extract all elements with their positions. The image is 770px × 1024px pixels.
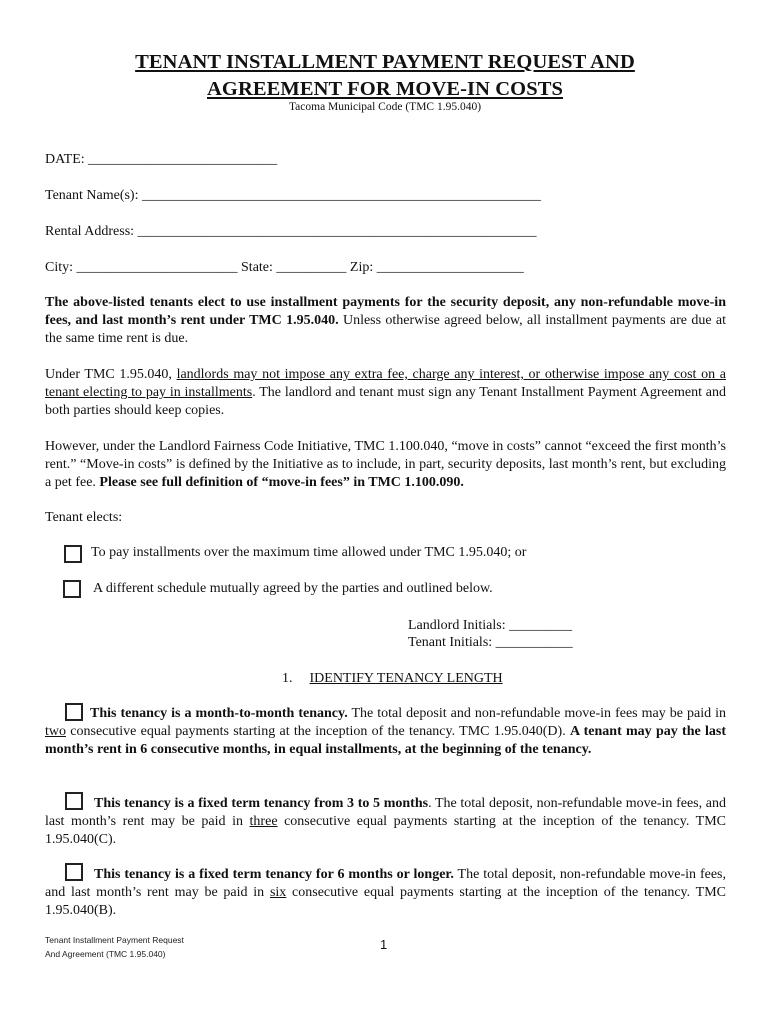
fixed-term-6-plus-text-1: The total deposit, non-refundable move-in fees, and last month’s rent may be paid in [45, 867, 726, 901]
month-to-month-bold-2: A tenant may pay the last month’s rent in 6 consecutive months, in equal installments, at the beginning of the tenancy. [45, 724, 726, 758]
document-title-line-1: TENANT INSTALLMENT PAYMENT REQUEST AND [135, 51, 635, 73]
intro-paragraph-2-start: Under TMC 1.95.040, [45, 367, 177, 382]
elect-different-schedule-label: A different schedule mutually agreed by the parties and outlined below. [93, 581, 493, 596]
tenant-initials-field[interactable]: Tenant Initials: ___________ [408, 635, 573, 650]
intro-paragraph-1-bold: The above-listed tenants elect to use installment payments for the security deposit, any non-refundable move-in fees, and last month’s rent under TMC 1.95.040. [45, 295, 726, 329]
fixed-term-3-5-text-2: consecutive equal payments starting at the inception of the tenancy. TMC 1.95.040(C). [45, 814, 726, 848]
elect-max-time-label: To pay installments over the maximum time allowed under TMC 1.95.040; or [91, 545, 527, 560]
tenant-elects-label: Tenant elects: [45, 510, 123, 525]
footer-line-2: And Agreement (TMC 1.95.040) [45, 949, 166, 959]
intro-paragraph-2 [45, 366, 726, 421]
month-to-month-underlined: two [45, 724, 66, 740]
intro-paragraph-1-text: Unless otherwise agreed below, all installment payments are due at the same time rent is due. [45, 313, 726, 347]
intro-paragraph-1 [45, 294, 726, 349]
state-field[interactable]: State: __________ [241, 260, 347, 275]
fixed-term-6-plus-underlined: six [269, 885, 287, 901]
landlord-initials-field[interactable]: Landlord Initials: _________ [408, 618, 573, 633]
zip-field[interactable]: Zip: _____________________ [349, 260, 524, 275]
intro-paragraph-2-underlined: landlords may not impose any extra fee, charge any interest, or otherwise impose any cost on a tenant electing to pay in installments [45, 367, 726, 401]
date-field[interactable]: DATE: ___________________________ [45, 152, 278, 167]
fixed-term-6-plus-bold: This tenancy is a fixed term tenancy for 6 months or longer. [94, 867, 454, 882]
month-to-month-text-2: consecutive equal payments starting at the inception of the tenancy. TMC 1.95.040(D). [66, 724, 570, 740]
section-1-number: 1. [282, 671, 293, 686]
document-title-line-2: AGREEMENT FOR MOVE-IN COSTS [207, 78, 563, 100]
tenant-names-field[interactable]: Tenant Name(s): _________________________________________________________ [45, 188, 541, 203]
intro-paragraph-2-rest: . The landlord and tenant must sign any Tenant Installment Payment Agreement and both parties should keep copies. [45, 385, 726, 419]
fixed-term-6-plus-paragraph [45, 866, 726, 921]
intro-paragraph-3-bold: Please see full definition of “move-in fees” in TMC 1.100.090. [99, 475, 464, 491]
fixed-term-6-plus-text-2: consecutive equal payments starting at the inception of the tenancy. TMC 1.95.040(B). [45, 885, 726, 919]
elect-different-schedule-checkbox[interactable] [63, 580, 81, 598]
city-state-zip-row [45, 260, 524, 276]
section-1-title: IDENTIFY TENANCY LENGTH [309, 671, 503, 686]
intro-paragraph-3-text: However, under the Landlord Fairness Code Initiative, TMC 1.100.040, “move in costs” cannot “exceed the first month’s rent.” “Move-in costs” is defined by the Initiative as to include, in part, security deposits, last month’s rent, but excluding a pet fee. [45, 439, 726, 491]
fixed-term-3-5-bold: This tenancy is a fixed term tenancy from 3 to 5 months [94, 796, 429, 811]
section-1-heading [282, 671, 503, 687]
fixed-term-3-5-text-1: . The total deposit, non-refundable move-in fees, and last month’s rent may be paid in [45, 796, 726, 830]
elect-max-time-checkbox[interactable] [64, 545, 82, 563]
month-to-month-text-1: The total deposit and non-refundable move-in fees may be paid in [347, 706, 726, 721]
intro-paragraph-3 [45, 438, 726, 493]
footer-line-1: Tenant Installment Payment Request [45, 935, 184, 945]
fixed-term-3-5-paragraph [45, 795, 726, 850]
month-to-month-bold: This tenancy is a month-to-month tenancy. [90, 706, 348, 721]
rental-address-field[interactable]: Rental Address: _________________________________________________________ [45, 224, 537, 239]
page-number: 1 [380, 937, 388, 952]
document-subtitle: Tacoma Municipal Code (TMC 1.95.040) [288, 101, 482, 113]
city-field[interactable]: City: _______________________ [45, 260, 238, 275]
fixed-term-3-5-underlined: three [249, 814, 278, 830]
footer-text [45, 933, 184, 961]
month-to-month-paragraph [45, 705, 726, 760]
